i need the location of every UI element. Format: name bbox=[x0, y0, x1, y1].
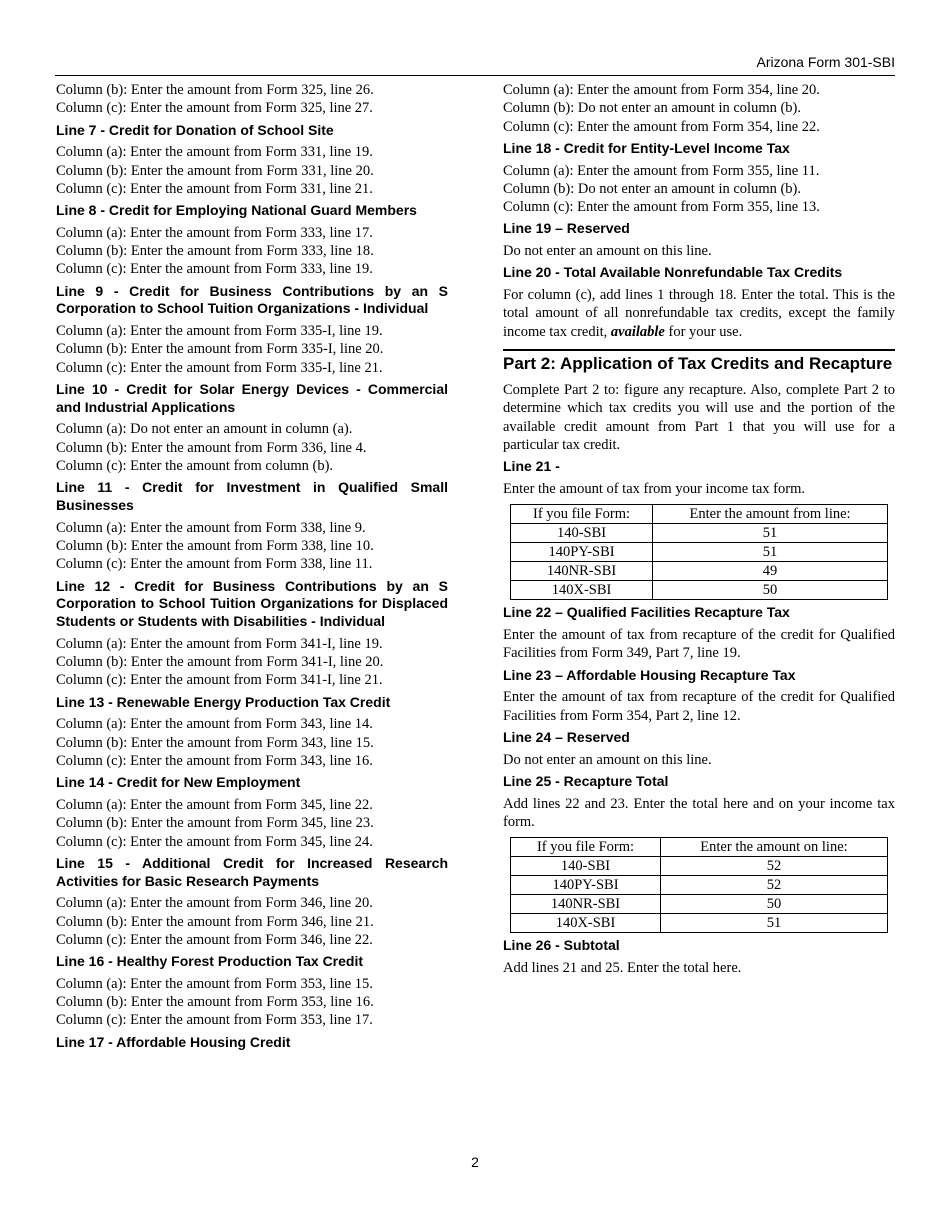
section-heading: Line 8 - Credit for Employing National Guard Members bbox=[56, 202, 417, 219]
table-cell: 50 bbox=[661, 895, 888, 914]
section-heading: Line 20 - Total Available Nonrefundable Tax Credits bbox=[503, 264, 843, 281]
form-line-table bbox=[510, 504, 888, 600]
instruction-section bbox=[503, 220, 895, 260]
instruction-line: Column (b): Do not enter an amount in column (b). bbox=[503, 100, 802, 117]
instruction-line: Column (a): Enter the amount from Form 346, line 20. bbox=[56, 895, 373, 912]
instruction-line: Column (c): Enter the amount from Form 353, line 17. bbox=[56, 1012, 373, 1029]
instruction-section bbox=[503, 667, 895, 725]
table-cell: 140X-SBI bbox=[511, 581, 653, 600]
section-heading: Line 17 - Affordable Housing Credit bbox=[56, 1033, 291, 1050]
section-heading: Line 9 - Credit for Business Contributions by an S Corporation to School Tuition Organizations - Individual bbox=[56, 282, 448, 317]
page-number: 2 bbox=[471, 1154, 479, 1170]
table-cell: 52 bbox=[661, 857, 888, 876]
instruction-line: Column (b): Enter the amount from Form 336, line 4. bbox=[56, 439, 367, 456]
paragraph-text: Add lines 22 and 23. Enter the total here and on your income tax form. bbox=[503, 795, 895, 830]
instruction-line: Column (a): Enter the amount from Form 345, line 22. bbox=[56, 796, 373, 813]
paragraph-text: for your use. bbox=[664, 323, 743, 340]
section-heading: Line 22 – Qualified Facilities Recapture Tax bbox=[503, 604, 790, 621]
instruction-section bbox=[503, 140, 895, 217]
table-cell: 140PY-SBI bbox=[511, 876, 661, 895]
instruction-line: Column (a): Enter the amount from Form 355, line 11. bbox=[503, 162, 820, 179]
instruction-line: Column (c): Enter the amount from Form 343, line 16. bbox=[56, 752, 373, 769]
instruction-line: Column (b): Enter the amount from Form 338, line 10. bbox=[56, 538, 374, 555]
instruction-line: Column (c): Enter the amount from Form 346, line 22. bbox=[56, 931, 373, 948]
instruction-line: Column (b): Enter the amount from Form 343, line 15. bbox=[56, 734, 374, 751]
instruction-section bbox=[56, 381, 448, 475]
instruction-line: Column (b): Enter the amount from Form 333, line 18. bbox=[56, 243, 374, 260]
instruction-paragraph bbox=[503, 381, 895, 454]
table-cell: 51 bbox=[661, 914, 888, 933]
instruction-paragraph bbox=[503, 626, 895, 663]
header-rule bbox=[55, 75, 895, 76]
instruction-section bbox=[56, 479, 448, 573]
section-heading: Line 26 - Subtotal bbox=[503, 937, 620, 954]
section-heading: Line 21 - bbox=[503, 458, 560, 475]
table-cell: 52 bbox=[661, 876, 888, 895]
instruction-line: Add lines 21 and 25. Enter the total here. bbox=[503, 959, 742, 976]
instruction-line: Column (b): Enter the amount from Form 345, line 23. bbox=[56, 815, 374, 832]
section-heading: Line 16 - Healthy Forest Production Tax Credit bbox=[56, 953, 364, 970]
instruction-section bbox=[503, 773, 895, 933]
section-heading: Line 7 - Credit for Donation of School Site bbox=[56, 121, 334, 138]
instruction-line: Column (b): Enter the amount from Form 341-I, line 20. bbox=[56, 654, 384, 671]
table-row bbox=[511, 895, 888, 914]
table-cell: 51 bbox=[653, 524, 888, 543]
form-title: Arizona Form 301-SBI bbox=[756, 54, 895, 70]
instruction-section bbox=[503, 729, 895, 769]
left-column bbox=[56, 81, 448, 1055]
table-row bbox=[511, 543, 888, 562]
section-heading: Line 19 – Reserved bbox=[503, 220, 630, 237]
instruction-section bbox=[56, 1034, 448, 1052]
paragraph-text: Enter the amount of tax from recapture of the credit for Qualified Facilities from Form 354, Part 2, line 12. bbox=[503, 689, 895, 724]
section-heading: Line 23 – Affordable Housing Recapture Tax bbox=[503, 666, 796, 683]
instruction-line: Column (a): Enter the amount from Form 353, line 15. bbox=[56, 975, 373, 992]
table-header: If you file Form: bbox=[511, 505, 653, 524]
instruction-line: Column (c): Enter the amount from Form 345, line 24. bbox=[56, 833, 373, 850]
table-row bbox=[511, 914, 888, 933]
instruction-line: Column (a): Enter the amount from Form 343, line 14. bbox=[56, 716, 373, 733]
table-cell: 50 bbox=[653, 581, 888, 600]
table-row bbox=[511, 581, 888, 600]
section-heading: Line 25 - Recapture Total bbox=[503, 772, 669, 789]
form-line-table bbox=[510, 837, 888, 933]
instruction-line: Column (a): Enter the amount from Form 331, line 19. bbox=[56, 144, 373, 161]
instruction-line: Column (c): Enter the amount from Form 335-I, line 21. bbox=[56, 359, 383, 376]
section-heading: Line 10 - Credit for Solar Energy Devices - Commercial and Industrial Applications bbox=[56, 381, 448, 415]
instruction-section bbox=[56, 694, 448, 771]
instruction-line: Column (b): Enter the amount from Form 353, line 16. bbox=[56, 994, 374, 1011]
table-row bbox=[511, 857, 888, 876]
table-row bbox=[511, 562, 888, 581]
table-cell: 140-SBI bbox=[511, 857, 661, 876]
instruction-section bbox=[503, 264, 895, 341]
paragraph-text: For column (c), add lines 1 through 18. Enter the total. This is the total amount of all nonrefundable tax credits, except the family income tax credit, bbox=[503, 287, 895, 340]
table-header: Enter the amount on line: bbox=[661, 838, 888, 857]
instruction-line: Enter the amount of tax from your income tax form. bbox=[503, 480, 805, 497]
instruction-line: Column (a): Enter the amount from Form 341-I, line 19. bbox=[56, 635, 383, 652]
table-cell: 140X-SBI bbox=[511, 914, 661, 933]
instruction-section bbox=[503, 458, 895, 600]
section-heading: Line 13 - Renewable Energy Production Tax Credit bbox=[56, 693, 391, 710]
instruction-line: Column (c): Enter the amount from column (b). bbox=[56, 458, 334, 475]
table-cell: 140NR-SBI bbox=[511, 895, 661, 914]
table-cell: 51 bbox=[653, 543, 888, 562]
instruction-paragraph bbox=[503, 688, 895, 725]
section-heading: Line 11 - Credit for Investment in Qualified Small Businesses bbox=[56, 479, 448, 514]
instruction-line: Do not enter an amount on this line. bbox=[503, 243, 712, 260]
instruction-line: Do not enter an amount on this line. bbox=[503, 751, 712, 768]
table-header-row bbox=[511, 838, 888, 857]
part-heading: Part 2: Application of Tax Credits and Recapture bbox=[503, 349, 895, 373]
instruction-line: Column (c): Enter the amount from Form 354, line 22. bbox=[503, 118, 820, 135]
instruction-section bbox=[503, 937, 895, 977]
table-cell: 140-SBI bbox=[511, 524, 653, 543]
instruction-section bbox=[56, 81, 448, 118]
instruction-section bbox=[503, 604, 895, 662]
table-cell: 140PY-SBI bbox=[511, 543, 653, 562]
table-header: Enter the amount from line: bbox=[653, 505, 888, 524]
instruction-line: Column (b): Enter the amount from Form 346, line 21. bbox=[56, 913, 374, 930]
table-header: If you file Form: bbox=[511, 838, 661, 857]
instruction-line: Column (a): Enter the amount from Form 354, line 20. bbox=[503, 82, 820, 98]
instruction-line: Column (c): Enter the amount from Form 333, line 19. bbox=[56, 261, 373, 278]
instruction-line: Column (b): Do not enter an amount in column (b). bbox=[503, 180, 802, 197]
table-header-row bbox=[511, 505, 888, 524]
paragraph-text: Enter the amount of tax from recapture of the credit for Qualified Facilities from Form 349, Part 7, line 19. bbox=[503, 626, 895, 662]
instruction-line: Column (c): Enter the amount from Form 341-I, line 21. bbox=[56, 672, 383, 689]
instruction-paragraph bbox=[503, 795, 895, 832]
table-row bbox=[511, 876, 888, 895]
instruction-line: Column (c): Enter the amount from Form 331, line 21. bbox=[56, 180, 373, 197]
instruction-section bbox=[56, 283, 448, 377]
table-row bbox=[511, 524, 888, 543]
section-heading: Line 15 - Additional Credit for Increased Research Activities for Basic Research Payments bbox=[56, 854, 448, 889]
instruction-line: Column (b): Enter the amount from Form 325, line 26. bbox=[56, 82, 374, 98]
section-heading: Line 14 - Credit for New Employment bbox=[56, 774, 301, 791]
instruction-line: Column (c): Enter the amount from Form 325, line 27. bbox=[56, 100, 373, 117]
instruction-section bbox=[56, 122, 448, 199]
emphasis-text: available bbox=[610, 323, 665, 340]
instruction-line: Column (a): Do not enter an amount in column (a). bbox=[56, 421, 353, 438]
instruction-line: Column (b): Enter the amount from Form 331, line 20. bbox=[56, 162, 374, 179]
section-heading: Line 12 - Credit for Business Contributions by an S Corporation to School Tuition Organizations for Displaced Students or Students with Disabilities - Individual bbox=[56, 577, 448, 630]
instruction-line: Column (a): Enter the amount from Form 335-I, line 19. bbox=[56, 323, 383, 340]
instruction-section bbox=[503, 81, 895, 136]
right-column bbox=[503, 81, 895, 977]
instruction-line: Column (c): Enter the amount from Form 338, line 11. bbox=[56, 556, 373, 573]
instruction-line: Column (a): Enter the amount from Form 333, line 17. bbox=[56, 224, 373, 241]
instruction-section bbox=[56, 202, 448, 279]
instruction-section bbox=[503, 349, 895, 454]
table-cell: 49 bbox=[653, 562, 888, 581]
instruction-section bbox=[56, 953, 448, 1030]
instruction-paragraph bbox=[503, 286, 895, 341]
table-cell: 140NR-SBI bbox=[511, 562, 653, 581]
instruction-section bbox=[56, 774, 448, 851]
section-heading: Line 18 - Credit for Entity-Level Income Tax bbox=[503, 139, 790, 156]
section-heading: Line 24 – Reserved bbox=[503, 728, 630, 745]
instruction-section bbox=[56, 855, 448, 949]
instruction-line: Column (c): Enter the amount from Form 355, line 13. bbox=[503, 199, 820, 216]
instruction-section bbox=[56, 578, 448, 690]
paragraph-text: Complete Part 2 to: figure any recapture. Also, complete Part 2 to determine which tax credits you will use and the portion of the available credit amount from Part 1 that you will use for a particular tax credit. bbox=[503, 382, 895, 453]
instruction-line: Column (a): Enter the amount from Form 338, line 9. bbox=[56, 519, 366, 536]
instruction-line: Column (b): Enter the amount from Form 335-I, line 20. bbox=[56, 341, 384, 358]
